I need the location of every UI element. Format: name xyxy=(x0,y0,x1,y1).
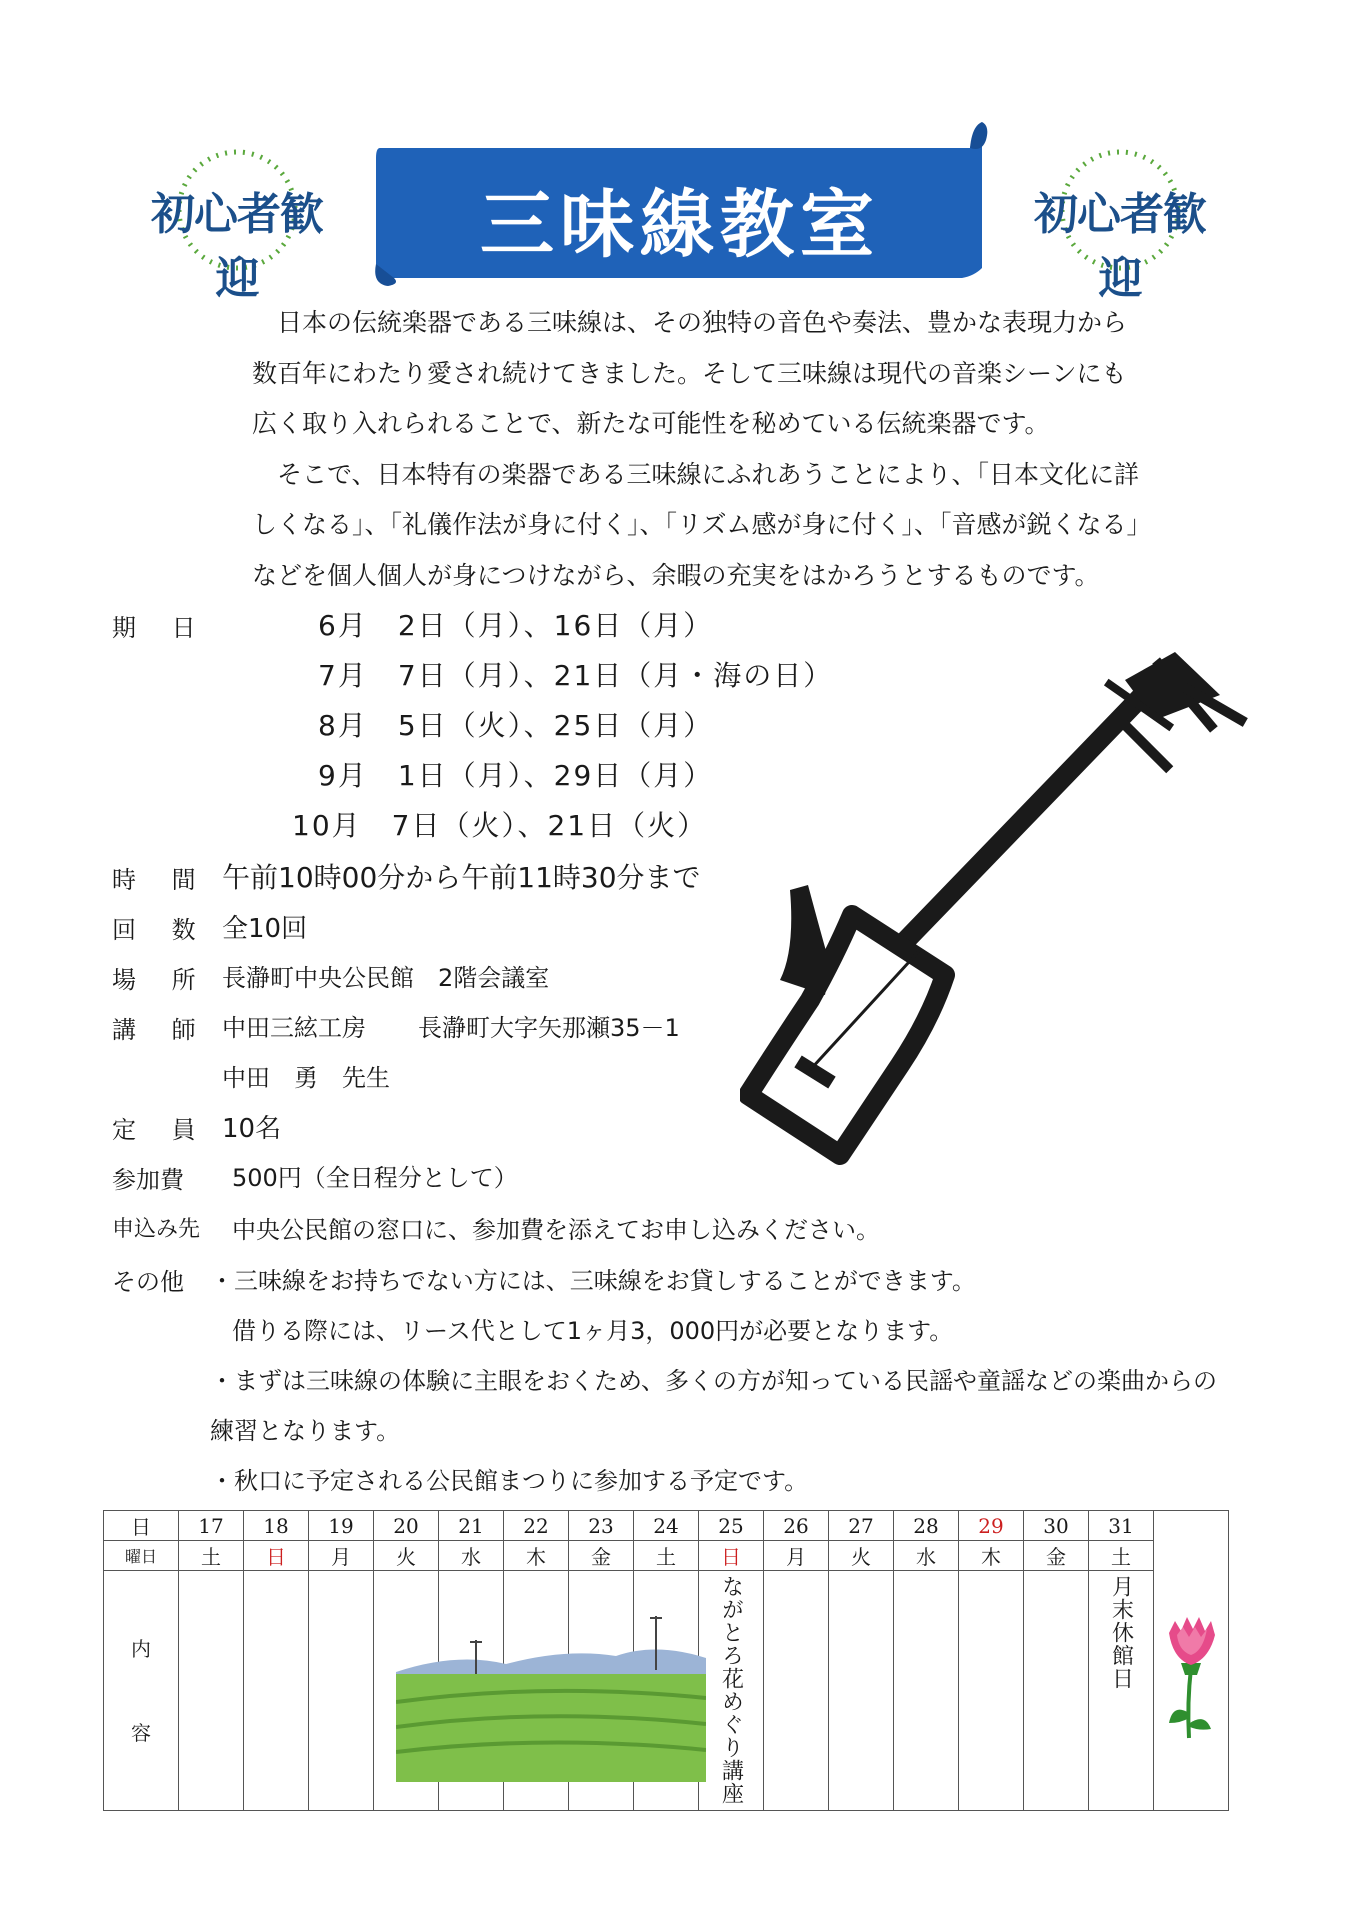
apply-label: 申込み先 xyxy=(112,1217,201,1242)
calendar-day: 25 xyxy=(699,1511,764,1541)
page-title: 三味線教室 xyxy=(480,182,880,268)
calendar-content-cell xyxy=(179,1571,244,1811)
calendar-weekday: 土 xyxy=(179,1541,244,1571)
calendar-day: 23 xyxy=(569,1511,634,1541)
place-value: 長瀞町中央公民館 2階会議室 xyxy=(222,964,550,992)
calendar-weekday: 水 xyxy=(439,1541,504,1571)
place-label: 場 所 xyxy=(112,966,210,994)
calendar-weekday: 木 xyxy=(959,1541,1024,1571)
other-line: ・まずは三味線の体験に主眼をおくため、多くの方が知っている民謡や童謡などの楽曲からの xyxy=(210,1367,1218,1395)
calendar-weekday: 木 xyxy=(504,1541,569,1571)
calendar-event-cell xyxy=(1089,1571,1154,1811)
intro-line: しくなる」、「礼儀作法が身に付く」、「リズム感が身に付く」、「音感が鋭くなる」 xyxy=(252,510,1152,539)
event-flower-lecture: ながとろ花めぐり講座 xyxy=(718,1575,744,1805)
carnation-icon xyxy=(1159,1573,1223,1743)
content-header-char: 内 xyxy=(131,1636,151,1661)
calendar-day: 29 xyxy=(959,1511,1024,1541)
calendar-weekday: 日 xyxy=(244,1541,309,1571)
time-value: 午前10時00分から午前11時30分まで xyxy=(222,861,701,894)
calendar-day: 27 xyxy=(829,1511,894,1541)
schedule-date: 6月 2日（月）、16日（月） xyxy=(318,609,714,642)
calendar-event-cell xyxy=(699,1571,764,1811)
calendar-day: 28 xyxy=(894,1511,959,1541)
calendar-flower-cell xyxy=(1154,1511,1229,1811)
teacher-address: 長瀞町大字矢那瀬35－1 xyxy=(418,1014,680,1042)
other-line: ・三味線をお持ちでない方には、三味線をお貸しすることができます。 xyxy=(210,1267,976,1295)
other-line: ・秋口に予定される公民館まつりに参加する予定です。 xyxy=(210,1467,809,1495)
calendar-day: 26 xyxy=(764,1511,829,1541)
intro-line: そこで、日本特有の楽器である三味線にふれあうことにより、「日本文化に詳 xyxy=(277,459,1140,489)
calendar-weekday: 金 xyxy=(569,1541,634,1571)
calendar-day: 24 xyxy=(634,1511,699,1541)
shamisen-illustration xyxy=(740,650,1260,1190)
calendar-day: 31 xyxy=(1089,1511,1154,1541)
apply-value: 中央公民館の窓口に、参加費を添えてお申し込みください。 xyxy=(232,1216,880,1244)
calendar-weekday-header: 曜日 xyxy=(104,1541,179,1571)
title-banner xyxy=(370,118,990,290)
calendar-weekday: 火 xyxy=(374,1541,439,1571)
intro-line: 広く取り入れられることで、新たな可能性を秘めている伝統楽器です。 xyxy=(252,409,1050,438)
other-line: 借りる際には、リース代として1ヶ月3，000円が必要となります。 xyxy=(232,1317,954,1345)
calendar-weekday: 月 xyxy=(764,1541,829,1571)
calendar-content-cell xyxy=(1024,1571,1089,1811)
calendar-weekday: 土 xyxy=(1089,1541,1154,1571)
calendar-day: 19 xyxy=(309,1511,374,1541)
calendar-content-cell xyxy=(244,1571,309,1811)
calendar-content-cell xyxy=(829,1571,894,1811)
schedule-label: 期 日 xyxy=(112,614,210,642)
calendar-content-cell xyxy=(764,1571,829,1811)
calendar-weekday: 火 xyxy=(829,1541,894,1571)
schedule-date: 8月 5日（火）、25日（月） xyxy=(318,709,714,742)
calendar-day: 30 xyxy=(1024,1511,1089,1541)
fee-label: 参加費 xyxy=(112,1166,184,1194)
calendar-day: 21 xyxy=(439,1511,504,1541)
time-label: 時 間 xyxy=(112,866,210,894)
calendar-content-header xyxy=(104,1571,179,1811)
field-landscape-illustration xyxy=(396,1612,706,1782)
count-label: 回 数 xyxy=(112,916,210,944)
badge-text-left: 初心者歓迎 xyxy=(151,189,323,304)
calendar-day-header: 日 xyxy=(104,1511,179,1541)
schedule-date: 9月 1日（月）、29日（月） xyxy=(318,759,714,792)
calendar-content-cell xyxy=(959,1571,1024,1811)
calendar-content-cell xyxy=(894,1571,959,1811)
other-line: 練習となります。 xyxy=(210,1417,401,1445)
calendar-day: 17 xyxy=(179,1511,244,1541)
calendar-weekday: 日 xyxy=(699,1541,764,1571)
capacity-label: 定 員 xyxy=(112,1116,210,1144)
teacher-label: 講 師 xyxy=(112,1016,210,1044)
teacher-name: 中田 勇 先生 xyxy=(222,1064,390,1092)
calendar-weekday: 水 xyxy=(894,1541,959,1571)
schedule-date: 10月 7日（火）、21日（火） xyxy=(292,809,708,842)
badge-text-right: 初心者歓迎 xyxy=(1034,189,1206,304)
calendar-weekday: 金 xyxy=(1024,1541,1089,1571)
calendar-content-cell xyxy=(309,1571,374,1811)
intro-text xyxy=(252,298,1152,601)
badge-left xyxy=(137,140,337,304)
content-header-char: 容 xyxy=(131,1720,151,1745)
intro-line: などを個人個人が身につけながら、余暇の充実をはかろうとするものです。 xyxy=(252,560,1100,590)
calendar-day: 22 xyxy=(504,1511,569,1541)
calendar-weekday: 土 xyxy=(634,1541,699,1571)
teacher-studio: 中田三絃工房 xyxy=(222,1014,366,1042)
schedule-date: 7月 7日（月）、21日（月・海の日） xyxy=(318,659,834,692)
calendar-day: 18 xyxy=(244,1511,309,1541)
other-label: その他 xyxy=(112,1268,184,1296)
badge-right xyxy=(1020,140,1220,304)
calendar-day: 20 xyxy=(374,1511,439,1541)
fee-value: 500円（全日程分として） xyxy=(232,1164,518,1192)
intro-line: 日本の伝統楽器である三味線は、その独特の音色や奏法、豊かな表現力から xyxy=(277,308,1128,337)
calendar-weekday: 月 xyxy=(309,1541,374,1571)
intro-line: 数百年にわたり愛され続けてきました。そして三味線は現代の音楽シーンにも xyxy=(252,358,1127,388)
capacity-value: 10名 xyxy=(222,1114,282,1144)
event-closed-day: 月末休館日 xyxy=(1108,1575,1134,1690)
count-value: 全10回 xyxy=(222,914,308,944)
